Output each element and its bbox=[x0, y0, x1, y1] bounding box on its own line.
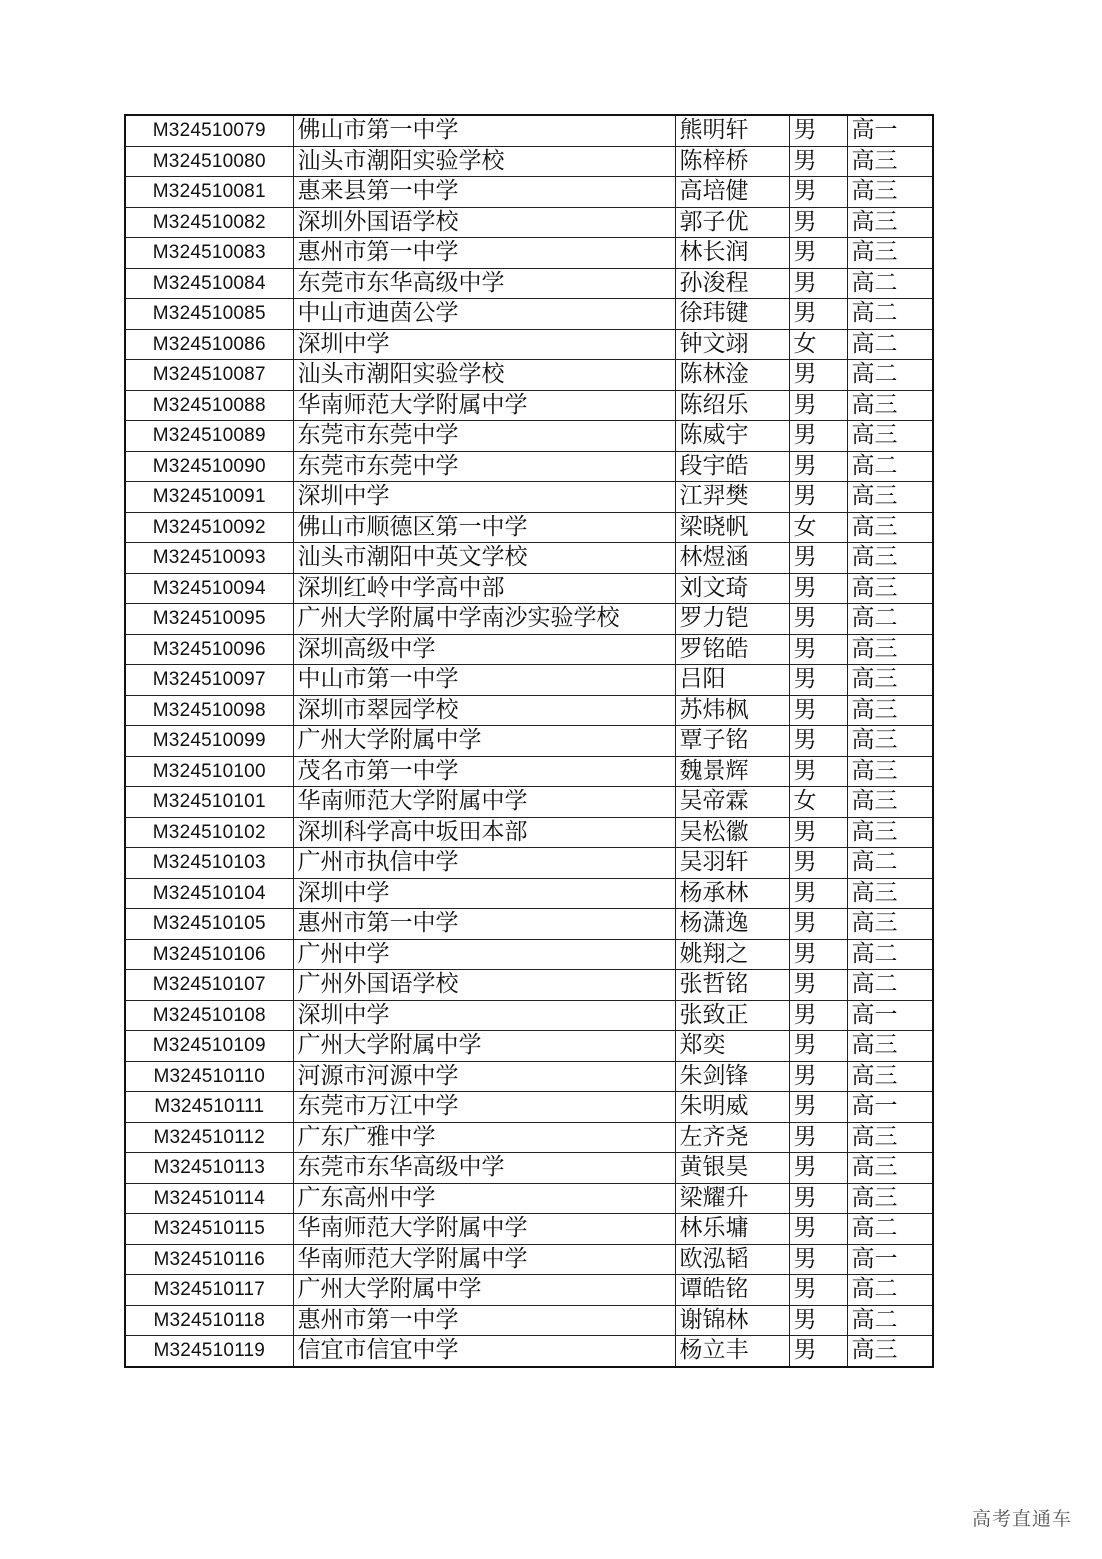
table-row bbox=[125, 665, 933, 696]
cell-name: 杨潇逸 bbox=[675, 909, 789, 940]
cell-name: 高培健 bbox=[675, 177, 789, 208]
cell-id: M324510104 bbox=[125, 878, 293, 909]
cell-grade: 高二 bbox=[847, 970, 933, 1001]
table-row bbox=[125, 360, 933, 391]
cell-name: 杨承林 bbox=[675, 878, 789, 909]
table-row bbox=[125, 512, 933, 543]
cell-school: 东莞市东华高级中学 bbox=[293, 268, 675, 299]
cell-grade: 高二 bbox=[847, 329, 933, 360]
cell-gender: 男 bbox=[789, 177, 847, 208]
cell-name: 陈威宇 bbox=[675, 421, 789, 452]
cell-grade: 高二 bbox=[847, 939, 933, 970]
cell-name: 罗力铠 bbox=[675, 604, 789, 635]
cell-gender: 男 bbox=[789, 573, 847, 604]
table-row bbox=[125, 604, 933, 635]
cell-id: M324510093 bbox=[125, 543, 293, 574]
cell-school: 惠州市第一中学 bbox=[293, 1305, 675, 1336]
cell-name: 陈林淦 bbox=[675, 360, 789, 391]
table-row bbox=[125, 177, 933, 208]
table-row bbox=[125, 878, 933, 909]
cell-gender: 男 bbox=[789, 360, 847, 391]
table-row bbox=[125, 207, 933, 238]
cell-name: 段宇皓 bbox=[675, 451, 789, 482]
cell-name: 梁晓帆 bbox=[675, 512, 789, 543]
cell-id: M324510113 bbox=[125, 1153, 293, 1184]
cell-id: M324510114 bbox=[125, 1183, 293, 1214]
cell-id: M324510088 bbox=[125, 390, 293, 421]
cell-grade: 高一 bbox=[847, 1000, 933, 1031]
cell-grade: 高三 bbox=[847, 1061, 933, 1092]
cell-grade: 高三 bbox=[847, 726, 933, 757]
cell-name: 孙浚程 bbox=[675, 268, 789, 299]
cell-id: M324510086 bbox=[125, 329, 293, 360]
cell-id: M324510112 bbox=[125, 1122, 293, 1153]
cell-name: 梁耀升 bbox=[675, 1183, 789, 1214]
cell-school: 广州中学 bbox=[293, 939, 675, 970]
cell-id: M324510099 bbox=[125, 726, 293, 757]
cell-school: 深圳高级中学 bbox=[293, 634, 675, 665]
cell-name: 朱明威 bbox=[675, 1092, 789, 1123]
cell-gender: 男 bbox=[789, 939, 847, 970]
table-row bbox=[125, 238, 933, 269]
cell-gender: 女 bbox=[789, 329, 847, 360]
cell-grade: 高二 bbox=[847, 1305, 933, 1336]
cell-grade: 高三 bbox=[847, 756, 933, 787]
cell-name: 吴松徽 bbox=[675, 817, 789, 848]
cell-grade: 高二 bbox=[847, 848, 933, 879]
cell-grade: 高三 bbox=[847, 817, 933, 848]
cell-name: 魏景辉 bbox=[675, 756, 789, 787]
cell-school: 华南师范大学附属中学 bbox=[293, 1244, 675, 1275]
table-row bbox=[125, 1061, 933, 1092]
cell-id: M324510110 bbox=[125, 1061, 293, 1092]
cell-gender: 男 bbox=[789, 299, 847, 330]
cell-name: 左齐尧 bbox=[675, 1122, 789, 1153]
cell-school: 东莞市万江中学 bbox=[293, 1092, 675, 1123]
cell-grade: 高三 bbox=[847, 390, 933, 421]
cell-school: 广东广雅中学 bbox=[293, 1122, 675, 1153]
cell-school: 深圳外国语学校 bbox=[293, 207, 675, 238]
cell-name: 吴羽轩 bbox=[675, 848, 789, 879]
cell-id: M324510096 bbox=[125, 634, 293, 665]
table-row bbox=[125, 1214, 933, 1245]
cell-id: M324510107 bbox=[125, 970, 293, 1001]
cell-id: M324510108 bbox=[125, 1000, 293, 1031]
cell-grade: 高三 bbox=[847, 1183, 933, 1214]
cell-grade: 高三 bbox=[847, 543, 933, 574]
cell-grade: 高二 bbox=[847, 451, 933, 482]
cell-grade: 高三 bbox=[847, 207, 933, 238]
cell-grade: 高三 bbox=[847, 695, 933, 726]
cell-school: 广州大学附属中学南沙实验学校 bbox=[293, 604, 675, 635]
table-row bbox=[125, 756, 933, 787]
table-row bbox=[125, 543, 933, 574]
cell-gender: 男 bbox=[789, 1305, 847, 1336]
cell-id: M324510084 bbox=[125, 268, 293, 299]
cell-grade: 高三 bbox=[847, 1336, 933, 1367]
cell-grade: 高三 bbox=[847, 512, 933, 543]
cell-id: M324510102 bbox=[125, 817, 293, 848]
cell-name: 姚翔之 bbox=[675, 939, 789, 970]
watermark-text: 高考直通车 bbox=[971, 1508, 1072, 1530]
cell-gender: 男 bbox=[789, 634, 847, 665]
cell-school: 深圳科学高中坂田本部 bbox=[293, 817, 675, 848]
table-row bbox=[125, 573, 933, 604]
cell-name: 郑奕 bbox=[675, 1031, 789, 1062]
table-row bbox=[125, 390, 933, 421]
cell-id: M324510081 bbox=[125, 177, 293, 208]
cell-gender: 女 bbox=[789, 787, 847, 818]
cell-id: M324510105 bbox=[125, 909, 293, 940]
cell-id: M324510091 bbox=[125, 482, 293, 513]
table-row bbox=[125, 817, 933, 848]
cell-id: M324510090 bbox=[125, 451, 293, 482]
cell-school: 深圳中学 bbox=[293, 482, 675, 513]
cell-gender: 男 bbox=[789, 390, 847, 421]
cell-school: 华南师范大学附属中学 bbox=[293, 1214, 675, 1245]
cell-name: 张致正 bbox=[675, 1000, 789, 1031]
cell-name: 杨立丰 bbox=[675, 1336, 789, 1367]
table-row bbox=[125, 451, 933, 482]
cell-grade: 高一 bbox=[847, 1092, 933, 1123]
cell-id: M324510087 bbox=[125, 360, 293, 391]
cell-id: M324510082 bbox=[125, 207, 293, 238]
cell-id: M324510118 bbox=[125, 1305, 293, 1336]
cell-id: M324510079 bbox=[125, 115, 293, 146]
table-row bbox=[125, 299, 933, 330]
table-row bbox=[125, 634, 933, 665]
cell-name: 陈绍乐 bbox=[675, 390, 789, 421]
table-row bbox=[125, 146, 933, 177]
cell-gender: 男 bbox=[789, 1122, 847, 1153]
cell-gender: 男 bbox=[789, 756, 847, 787]
cell-grade: 高三 bbox=[847, 787, 933, 818]
cell-id: M324510106 bbox=[125, 939, 293, 970]
cell-grade: 高三 bbox=[847, 1122, 933, 1153]
cell-gender: 男 bbox=[789, 695, 847, 726]
cell-name: 覃子铭 bbox=[675, 726, 789, 757]
cell-name: 江羿樊 bbox=[675, 482, 789, 513]
table-row bbox=[125, 848, 933, 879]
cell-gender: 男 bbox=[789, 1244, 847, 1275]
cell-grade: 高三 bbox=[847, 482, 933, 513]
cell-grade: 高三 bbox=[847, 421, 933, 452]
table-row bbox=[125, 939, 933, 970]
cell-gender: 男 bbox=[789, 1183, 847, 1214]
cell-grade: 高三 bbox=[847, 665, 933, 696]
cell-name: 林乐墉 bbox=[675, 1214, 789, 1245]
table-row bbox=[125, 1000, 933, 1031]
cell-grade: 高一 bbox=[847, 115, 933, 146]
cell-name: 苏炜枫 bbox=[675, 695, 789, 726]
cell-name: 吕阳 bbox=[675, 665, 789, 696]
roster-body bbox=[125, 115, 933, 1367]
cell-id: M324510100 bbox=[125, 756, 293, 787]
cell-grade: 高三 bbox=[847, 909, 933, 940]
cell-grade: 高二 bbox=[847, 604, 933, 635]
cell-school: 深圳中学 bbox=[293, 329, 675, 360]
cell-school: 华南师范大学附属中学 bbox=[293, 787, 675, 818]
cell-gender: 男 bbox=[789, 1275, 847, 1306]
cell-school: 深圳中学 bbox=[293, 1000, 675, 1031]
cell-school: 深圳市翠园学校 bbox=[293, 695, 675, 726]
cell-school: 广东高州中学 bbox=[293, 1183, 675, 1214]
cell-grade: 高三 bbox=[847, 573, 933, 604]
table-row bbox=[125, 482, 933, 513]
cell-school: 华南师范大学附属中学 bbox=[293, 390, 675, 421]
cell-school: 惠州市第一中学 bbox=[293, 238, 675, 269]
cell-name: 欧泓韬 bbox=[675, 1244, 789, 1275]
cell-school: 中山市第一中学 bbox=[293, 665, 675, 696]
cell-id: M324510097 bbox=[125, 665, 293, 696]
cell-school: 东莞市东莞中学 bbox=[293, 451, 675, 482]
cell-school: 广州大学附属中学 bbox=[293, 1031, 675, 1062]
cell-gender: 男 bbox=[789, 421, 847, 452]
cell-gender: 男 bbox=[789, 726, 847, 757]
table-row bbox=[125, 1153, 933, 1184]
cell-id: M324510085 bbox=[125, 299, 293, 330]
cell-id: M324510089 bbox=[125, 421, 293, 452]
cell-name: 熊明轩 bbox=[675, 115, 789, 146]
cell-gender: 男 bbox=[789, 146, 847, 177]
cell-gender: 男 bbox=[789, 1000, 847, 1031]
cell-name: 林长润 bbox=[675, 238, 789, 269]
cell-id: M324510101 bbox=[125, 787, 293, 818]
cell-name: 张哲铭 bbox=[675, 970, 789, 1001]
cell-school: 广州大学附属中学 bbox=[293, 1275, 675, 1306]
cell-gender: 男 bbox=[789, 909, 847, 940]
cell-gender: 男 bbox=[789, 451, 847, 482]
table-row bbox=[125, 1183, 933, 1214]
table-row bbox=[125, 970, 933, 1001]
cell-id: M324510117 bbox=[125, 1275, 293, 1306]
cell-name: 黄银昊 bbox=[675, 1153, 789, 1184]
cell-grade: 高三 bbox=[847, 1153, 933, 1184]
table-row bbox=[125, 1275, 933, 1306]
cell-gender: 男 bbox=[789, 665, 847, 696]
cell-id: M324510111 bbox=[125, 1092, 293, 1123]
table-row bbox=[125, 268, 933, 299]
cell-gender: 男 bbox=[789, 1031, 847, 1062]
cell-name: 吴帝霖 bbox=[675, 787, 789, 818]
roster-table bbox=[124, 114, 934, 1368]
cell-school: 广州大学附属中学 bbox=[293, 726, 675, 757]
cell-id: M324510098 bbox=[125, 695, 293, 726]
cell-gender: 男 bbox=[789, 848, 847, 879]
cell-id: M324510116 bbox=[125, 1244, 293, 1275]
table-row bbox=[125, 421, 933, 452]
cell-gender: 男 bbox=[789, 604, 847, 635]
table-row bbox=[125, 115, 933, 146]
cell-id: M324510119 bbox=[125, 1336, 293, 1367]
table-row bbox=[125, 726, 933, 757]
table-row bbox=[125, 329, 933, 360]
cell-gender: 男 bbox=[789, 115, 847, 146]
cell-school: 东莞市东莞中学 bbox=[293, 421, 675, 452]
cell-id: M324510083 bbox=[125, 238, 293, 269]
cell-id: M324510109 bbox=[125, 1031, 293, 1062]
cell-grade: 高二 bbox=[847, 1275, 933, 1306]
cell-school: 惠州市第一中学 bbox=[293, 909, 675, 940]
cell-name: 徐玮键 bbox=[675, 299, 789, 330]
cell-school: 深圳红岭中学高中部 bbox=[293, 573, 675, 604]
cell-gender: 男 bbox=[789, 207, 847, 238]
table-row bbox=[125, 1336, 933, 1367]
cell-name: 陈梓桥 bbox=[675, 146, 789, 177]
cell-gender: 男 bbox=[789, 268, 847, 299]
cell-school: 茂名市第一中学 bbox=[293, 756, 675, 787]
cell-school: 佛山市顺德区第一中学 bbox=[293, 512, 675, 543]
cell-grade: 高二 bbox=[847, 1214, 933, 1245]
cell-school: 汕头市潮阳中英文学校 bbox=[293, 543, 675, 574]
cell-grade: 高三 bbox=[847, 177, 933, 208]
table-row bbox=[125, 1244, 933, 1275]
cell-grade: 高二 bbox=[847, 360, 933, 391]
table-row bbox=[125, 1122, 933, 1153]
cell-school: 惠来县第一中学 bbox=[293, 177, 675, 208]
cell-grade: 高二 bbox=[847, 299, 933, 330]
table-row bbox=[125, 909, 933, 940]
cell-school: 佛山市第一中学 bbox=[293, 115, 675, 146]
cell-id: M324510080 bbox=[125, 146, 293, 177]
cell-grade: 高三 bbox=[847, 634, 933, 665]
cell-id: M324510115 bbox=[125, 1214, 293, 1245]
cell-grade: 高三 bbox=[847, 878, 933, 909]
cell-id: M324510094 bbox=[125, 573, 293, 604]
table-row bbox=[125, 695, 933, 726]
cell-school: 信宜市信宜中学 bbox=[293, 1336, 675, 1367]
cell-gender: 男 bbox=[789, 1336, 847, 1367]
cell-school: 河源市河源中学 bbox=[293, 1061, 675, 1092]
cell-gender: 男 bbox=[789, 1153, 847, 1184]
table-row bbox=[125, 1305, 933, 1336]
cell-name: 郭子优 bbox=[675, 207, 789, 238]
cell-grade: 高三 bbox=[847, 146, 933, 177]
cell-school: 汕头市潮阳实验学校 bbox=[293, 360, 675, 391]
cell-id: M324510095 bbox=[125, 604, 293, 635]
cell-school: 中山市迪茵公学 bbox=[293, 299, 675, 330]
cell-school: 深圳中学 bbox=[293, 878, 675, 909]
roster-sheet bbox=[124, 114, 932, 1388]
cell-school: 广州市执信中学 bbox=[293, 848, 675, 879]
cell-gender: 男 bbox=[789, 238, 847, 269]
cell-id: M324510103 bbox=[125, 848, 293, 879]
cell-id: M324510092 bbox=[125, 512, 293, 543]
cell-name: 罗铭皓 bbox=[675, 634, 789, 665]
cell-gender: 男 bbox=[789, 482, 847, 513]
cell-name: 谭皓铭 bbox=[675, 1275, 789, 1306]
cell-grade: 高一 bbox=[847, 1244, 933, 1275]
table-row bbox=[125, 1092, 933, 1123]
cell-gender: 男 bbox=[789, 1061, 847, 1092]
cell-gender: 女 bbox=[789, 512, 847, 543]
cell-name: 钟文翊 bbox=[675, 329, 789, 360]
cell-gender: 男 bbox=[789, 970, 847, 1001]
cell-school: 汕头市潮阳实验学校 bbox=[293, 146, 675, 177]
table-row bbox=[125, 787, 933, 818]
cell-gender: 男 bbox=[789, 817, 847, 848]
cell-name: 林煜涵 bbox=[675, 543, 789, 574]
cell-gender: 男 bbox=[789, 543, 847, 574]
cell-gender: 男 bbox=[789, 1214, 847, 1245]
cell-name: 朱剑锋 bbox=[675, 1061, 789, 1092]
cell-gender: 男 bbox=[789, 1092, 847, 1123]
cell-grade: 高二 bbox=[847, 268, 933, 299]
cell-grade: 高三 bbox=[847, 1031, 933, 1062]
cell-grade: 高三 bbox=[847, 238, 933, 269]
table-row bbox=[125, 1031, 933, 1062]
cell-name: 刘文琦 bbox=[675, 573, 789, 604]
cell-name: 谢锦林 bbox=[675, 1305, 789, 1336]
cell-gender: 男 bbox=[789, 878, 847, 909]
cell-school: 东莞市东华高级中学 bbox=[293, 1153, 675, 1184]
cell-school: 广州外国语学校 bbox=[293, 970, 675, 1001]
